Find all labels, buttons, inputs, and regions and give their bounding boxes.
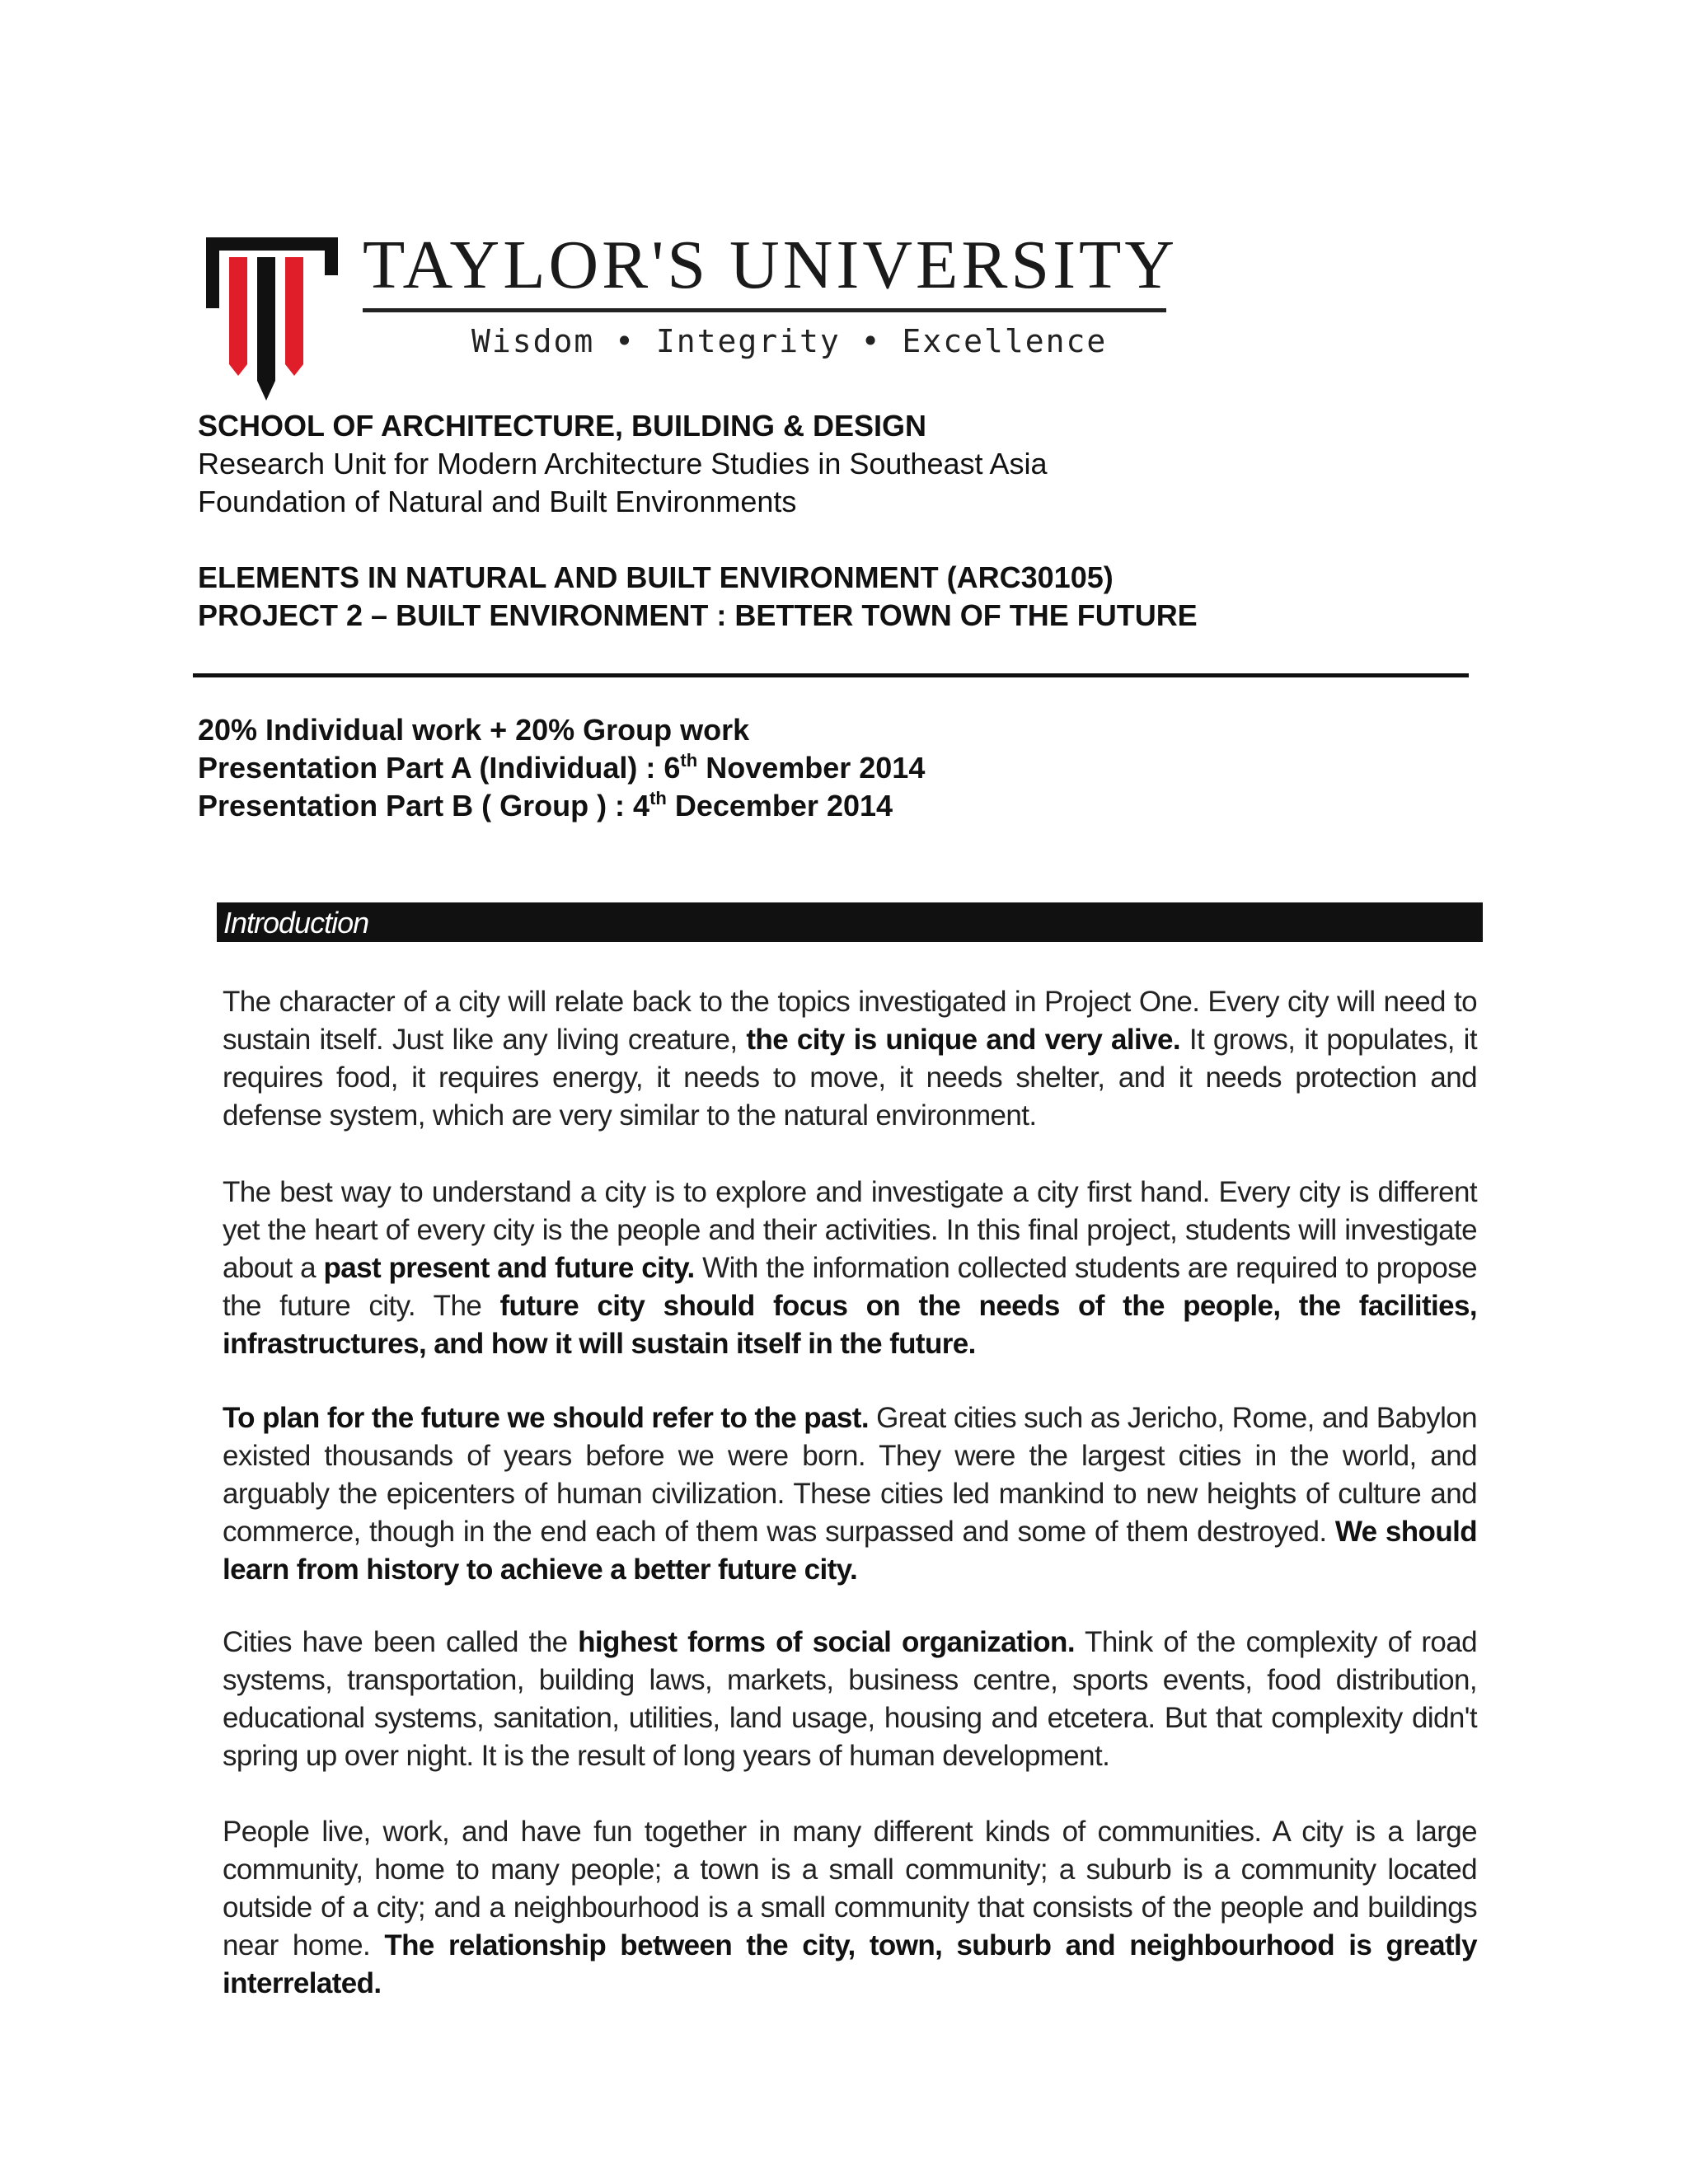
body-text: With the information collected students are required to propose the future city. The: [223, 1252, 1478, 1322]
emphasis-text: past present and future city.: [323, 1252, 695, 1284]
project-title: PROJECT 2 – BUILT ENVIRONMENT : BETTER TOWN OF THE FUTURE: [198, 598, 1198, 632]
body-text: People live, work, and have fun together in many different kinds of communities. A city is a large community, home to many people; a town is a small community; a suburb is a community located outside of a city; and a neighbourhood is a small community that consists of the people and buildings near home.: [223, 1816, 1477, 1961]
emphasis-text: the city is unique and very alive.: [746, 1024, 1181, 1056]
body-text: Great cities such as Jericho, Rome, and Babylon existed thousands of years before we were born. They were the largest cities in the world, and arguably the epicenters of human civilization. These cities led mankind to new heights of culture and commerce, though in the end each of them was surpassed and some of them destroyed.: [223, 1402, 1477, 1548]
emphasis-text: future city should focus on the needs of the people, the facilities, infrastructures, and how it will sustain itself in the future.: [223, 1290, 1477, 1360]
intro-paragraph: [223, 1813, 1477, 2003]
foundation-name: Foundation of Natural and Built Environments: [198, 485, 797, 518]
logo-wordmark: TAYLOR'S UNIVERSITY: [363, 227, 1179, 303]
intro-paragraph: [223, 1174, 1477, 1363]
weighting-line: 20% Individual work + 20% Group work: [198, 713, 750, 747]
university-crest-icon: [206, 237, 338, 402]
research-unit: Research Unit for Modern Architecture Studies in Southeast Asia: [198, 447, 1048, 480]
university-logo: [206, 227, 1179, 404]
intro-paragraph: [223, 1399, 1477, 1589]
section-title: Introduction: [223, 906, 369, 940]
logo-underline: [363, 308, 1166, 312]
assessment-info: [198, 711, 925, 825]
section-header-bar: [217, 902, 1483, 942]
body-text: The best way to understand a city is to explore and investigate a city first hand. Every city is different yet the heart of every city is the people and their activities. In this final project, students will investigate about a: [223, 1176, 1477, 1284]
intro-paragraph: [223, 1624, 1477, 1775]
emphasis-text: To plan for the future we should refer to the past.: [223, 1402, 869, 1434]
header-divider: [193, 673, 1469, 677]
course-title: ELEMENTS IN NATURAL AND BUILT ENVIRONMENT (ARC30105): [198, 560, 1114, 594]
body-text: Think of the complexity of road systems, transportation, building laws, markets, business centre, sports events, food distribution, educational systems, sanitation, utilities, land usage, housing and etcetera. But that complexity didn't spring up over night. It is the result of long years of human development.: [223, 1626, 1478, 1772]
part-a-date: Presentation Part A (Individual) : 6th November 2014: [198, 750, 926, 785]
intro-paragraph: [223, 983, 1477, 1135]
emphasis-text: highest forms of social organization.: [578, 1626, 1075, 1658]
body-text: It grows, it populates, it requires food, it requires energy, it needs to move, it needs shelter, and it needs protection and defense system, which are very similar to the natural environment.: [223, 1024, 1477, 1132]
emphasis-text: The relationship between the city, town, suburb and neighbourhood is greatly interrelated.: [223, 1929, 1477, 1999]
emphasis-text: We should learn from history to achieve a better future city.: [223, 1516, 1477, 1586]
body-text: The character of a city will relate back to the topics investigated in Project One. Every city will need to sustain itself. Just like any living creature,: [223, 986, 1477, 1056]
body-text: Cities have been called the: [223, 1626, 579, 1658]
school-name: SCHOOL OF ARCHITECTURE, BUILDING & DESIGN: [198, 409, 927, 443]
logo-tagline: Wisdom • Integrity • Excellence: [471, 323, 1108, 359]
part-b-date: Presentation Part B ( Group ) : 4th December 2014: [198, 788, 893, 823]
